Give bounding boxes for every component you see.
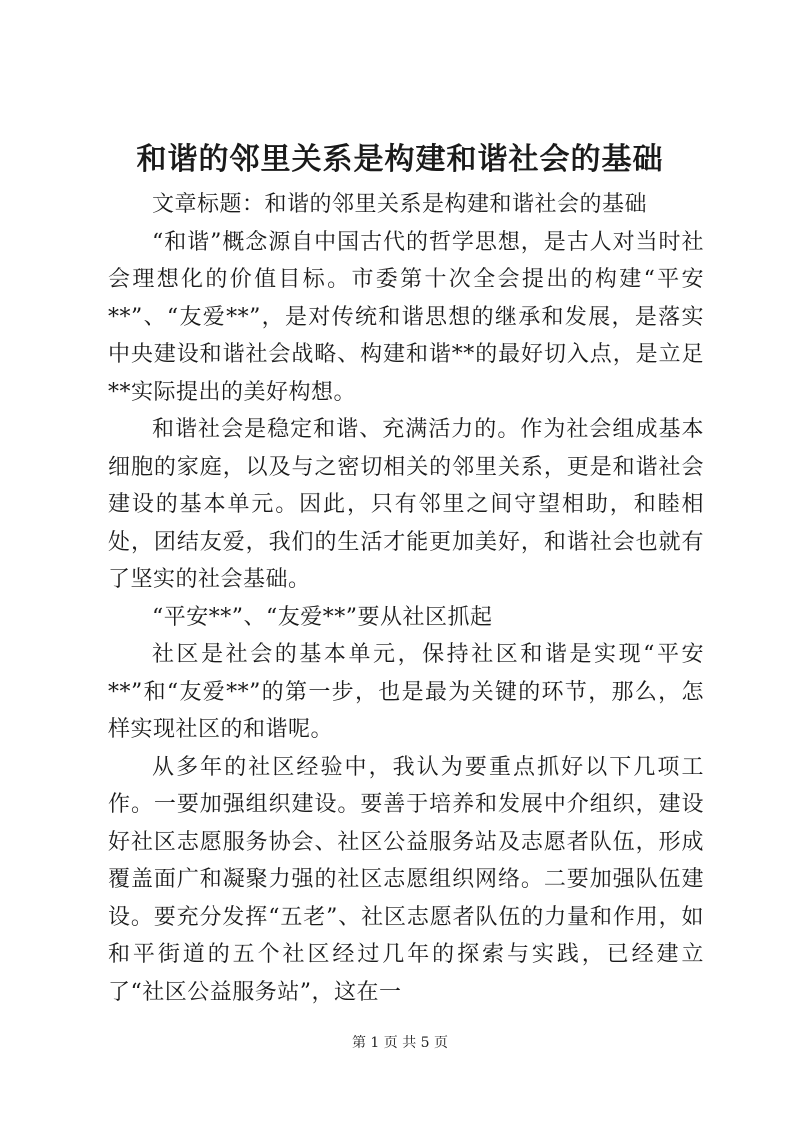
section-heading: “平安**”、“友爱**”要从社区抓起 <box>152 604 493 630</box>
document-title: 和谐的邻里关系是构建和谐社会的基础 <box>136 142 664 177</box>
paragraph-harmonious-society: 和谐社会是稳定和谐、充满活力的。作为社会组成基本细胞的家庭，以及与之密切相关的邻里关系，更是和谐社会建设的基本单元。因此，只有邻里之间守望相助，和睦相处，团结友爱，我们的生活才能更加美好，和谐社会也就有了坚实的社会基础。 <box>108 417 704 592</box>
article-title-line: 文章标题：和谐的邻里关系是构建和谐社会的基础 <box>152 192 648 217</box>
document-body <box>108 186 704 1011</box>
page-footer: 第 1 页 共 5 页 <box>351 1035 449 1051</box>
paragraph-harmony-concept: “和谐”概念源自中国古代的哲学思想，是古人对当时社会理想化的价值目标。市委第十次全会提出的构建“平安**”、“友爱**”，是对传统和谐思想的继承和发展，是落实中央建设和谐社会战略、构建和谐**的最好切入点，是立足**实际提出的美好构想。 <box>108 229 704 405</box>
paragraph-community-experience: 从多年的社区经验中，我认为要重点抓好以下几项工作。一要加强组织建设。要善于培养和发展中介组织，建设好社区志愿服务协会、社区公益服务站及志愿者队伍，形成覆盖面广和凝聚力强的社区志愿组织网络。二要加强队伍建设。要充分发挥“五老”、社区志愿者队伍的力量和作用，如和平街道的五个社区经过几年的探索与实践，已经建立了“社区公益服务站”，这在一 <box>108 754 704 1005</box>
paragraph-community-unit: 社区是社会的基本单元，保持社区和谐是实现“平安**”和“友爱**”的第一步，也是最为关键的环节，那么，怎样实现社区的和谐呢。 <box>108 642 704 742</box>
